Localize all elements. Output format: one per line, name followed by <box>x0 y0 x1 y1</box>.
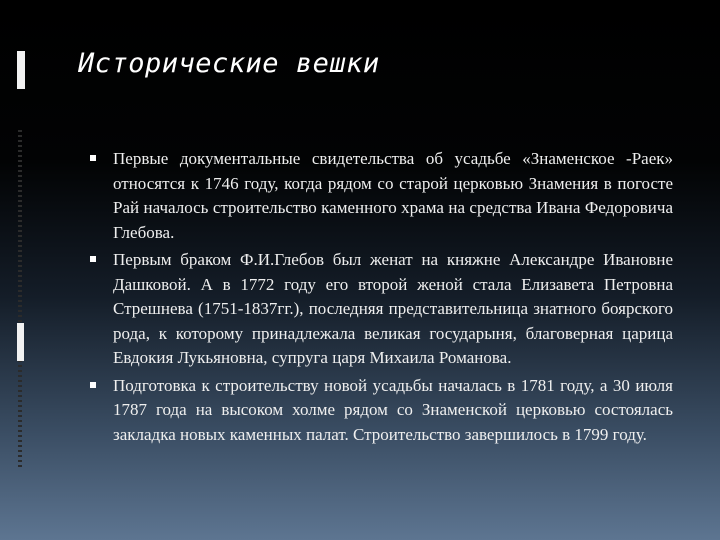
bullet-list <box>88 147 673 450</box>
bullet-text: Первым браком Ф.И.Глебов был женат на княжне Александре Ивановне Дашковой. А в 1772 году его второй женой стала Елизавета Петровна Стрешнева (1751-1837гг.), последняя представительница знатного боярского рода, к которому принадлежала великая государыня, благоверная царица Евдокия Лукьяновна, супруга царя Михаила Романова. <box>113 250 673 367</box>
bullet-text: Подготовка к строительству новой усадьбы началась в 1781 году, а 30 июля 1787 года на высоком холме рядом со Знаменской церковью состоялась закладка новых каменных палат. Строительство завершилось в 1799 году. <box>113 375 673 444</box>
square-bullet-icon <box>90 256 96 262</box>
decorative-stripes <box>18 130 22 470</box>
square-bullet-icon <box>90 382 96 388</box>
slide-title: Исторические вешки <box>78 48 380 79</box>
bullet-item-1 <box>88 147 673 245</box>
square-bullet-icon <box>90 155 96 161</box>
decorative-bar-top <box>17 51 25 89</box>
decorative-bar-middle <box>17 323 24 361</box>
bullet-item-3 <box>88 374 673 448</box>
bullet-item-2 <box>88 248 673 371</box>
bullet-text: Первые документальные свидетельства об усадьбе «Знаменское -Раек» относятся к 1746 году, когда рядом со старой церковью Знамения в погосте Рай началось строительство каменного храма на средства Ивана Федоровича Глебова. <box>113 149 673 242</box>
